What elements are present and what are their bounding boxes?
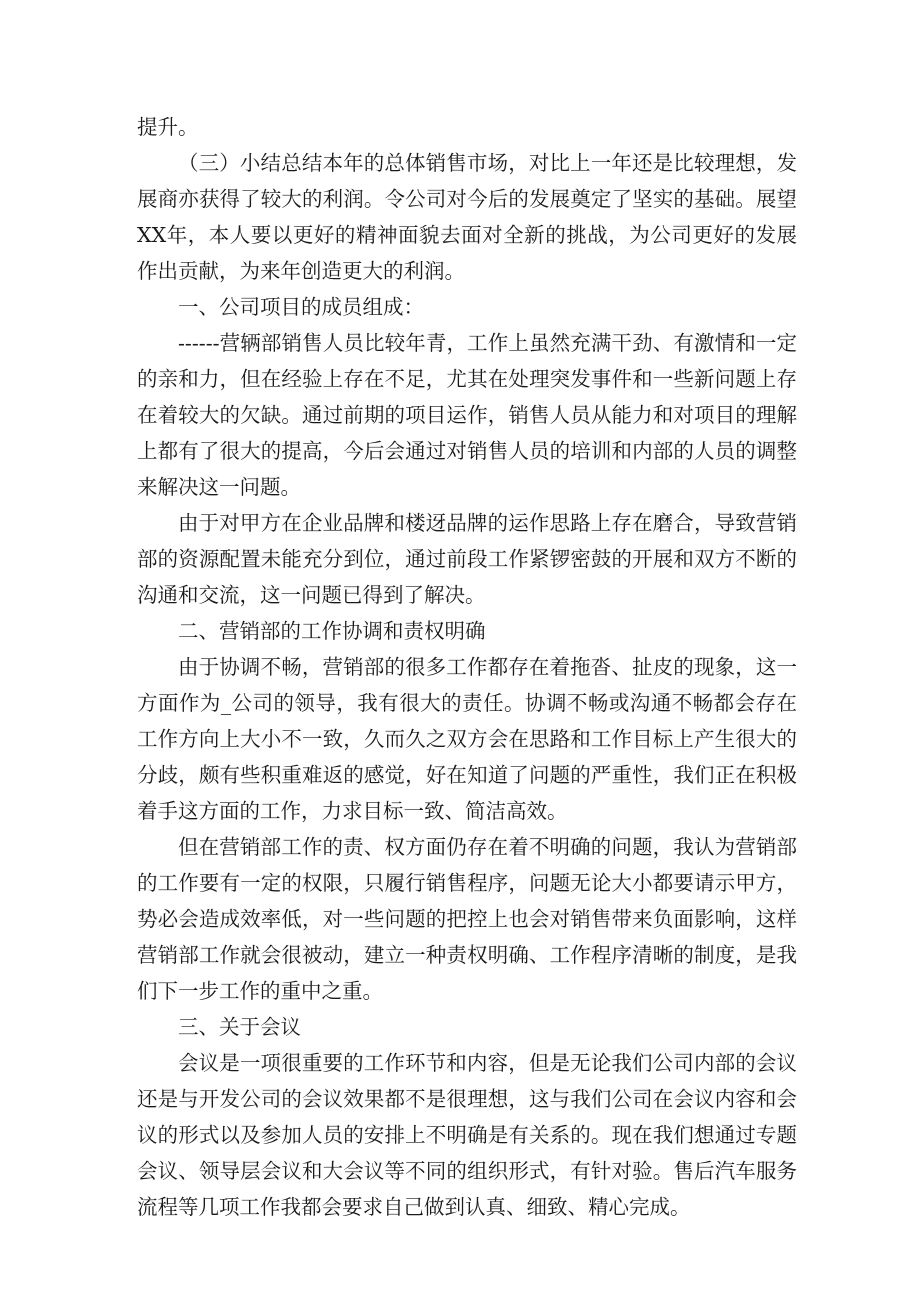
paragraph-coordination-issues: 由于协调不畅，营销部的很多工作都存在着拖沓、扯皮的现象，这一方面作为_公司的领导，我有很大的责任。协调不畅或沟通不畅都会存在工作方向上大小不一致，久而久之双方会在思路和工作目标上产生很大的分歧，颇有些积重难返的感觉，好在知道了问题的严重性，我们正在积极着手这方面的工作，力求目标一致、简洁高效。: [137, 655, 797, 823]
document-body: [137, 109, 797, 1225]
paragraph-meetings: 会议是一项很重要的工作环节和内容，但是无论我们公司内部的会议还是与开发公司的会议效果都不是很理想，这与我们公司在会议内容和会议的形式以及参加人员的安排上不明确是有关系的。现在我们想通过专题会议、领导层会议和大会议等不同的组织形式，有针对验。售后汽车服务流程等几项工作我都会要求自己做到认真、细致、精心完成。: [137, 1051, 797, 1219]
paragraph-continuation: 提升。: [137, 115, 199, 139]
paragraph-responsibility: 但在营销部工作的责、权方面仍存在着不明确的问题，我认为营销部的工作要有一定的权限，只履行销售程序，问题无论大小都要请示甲方，势必会造成效率低，对一些问题的把控上也会对销售带来负面影响，这样营销部工作就会很被动，建立一种责权明确、工作程序清晰的制度，是我们下一步工作的重中之重。: [137, 835, 797, 1003]
section-heading-team-members: 一、公司项目的成员组成：: [178, 295, 424, 319]
paragraph-sales-staff: ------营辆部销售人员比较年青，工作上虽然充满干劲、有激情和一定的亲和力，但在经验上存在不足，尤其在处理突发事件和一些新问题上存在着较大的欠缺。通过前期的项目运作，销售人员从能力和对项目的理解上都有了很大的提高，今后会通过对销售人员的培训和内部的人员的调整来解决这一问题。: [137, 331, 797, 499]
paragraph-resource-allocation: 由于对甲方在企业品牌和楼迓品牌的运作思路上存在磨合，导致营销部的资源配置未能充分到位，通过前段工作紧锣密鼓的开展和双方不断的沟通和交流，这一问题已得到了解决。: [137, 511, 797, 607]
section-heading-meetings: 三、关于会议: [178, 1015, 301, 1039]
paragraph-summary: （三）小结总结本年的总体销售市场，对比上一年还是比较理想，发展商亦获得了较大的利润。令公司对今后的发展奠定了坚实的基础。展望XX年，本人要以更好的精神面貌去面对全新的挑战，为公司更好的发展作出贡献，为来年创造更大的利润。: [137, 151, 797, 283]
section-heading-coordination: 二、营销部的工作协调和责权明确: [178, 619, 486, 643]
